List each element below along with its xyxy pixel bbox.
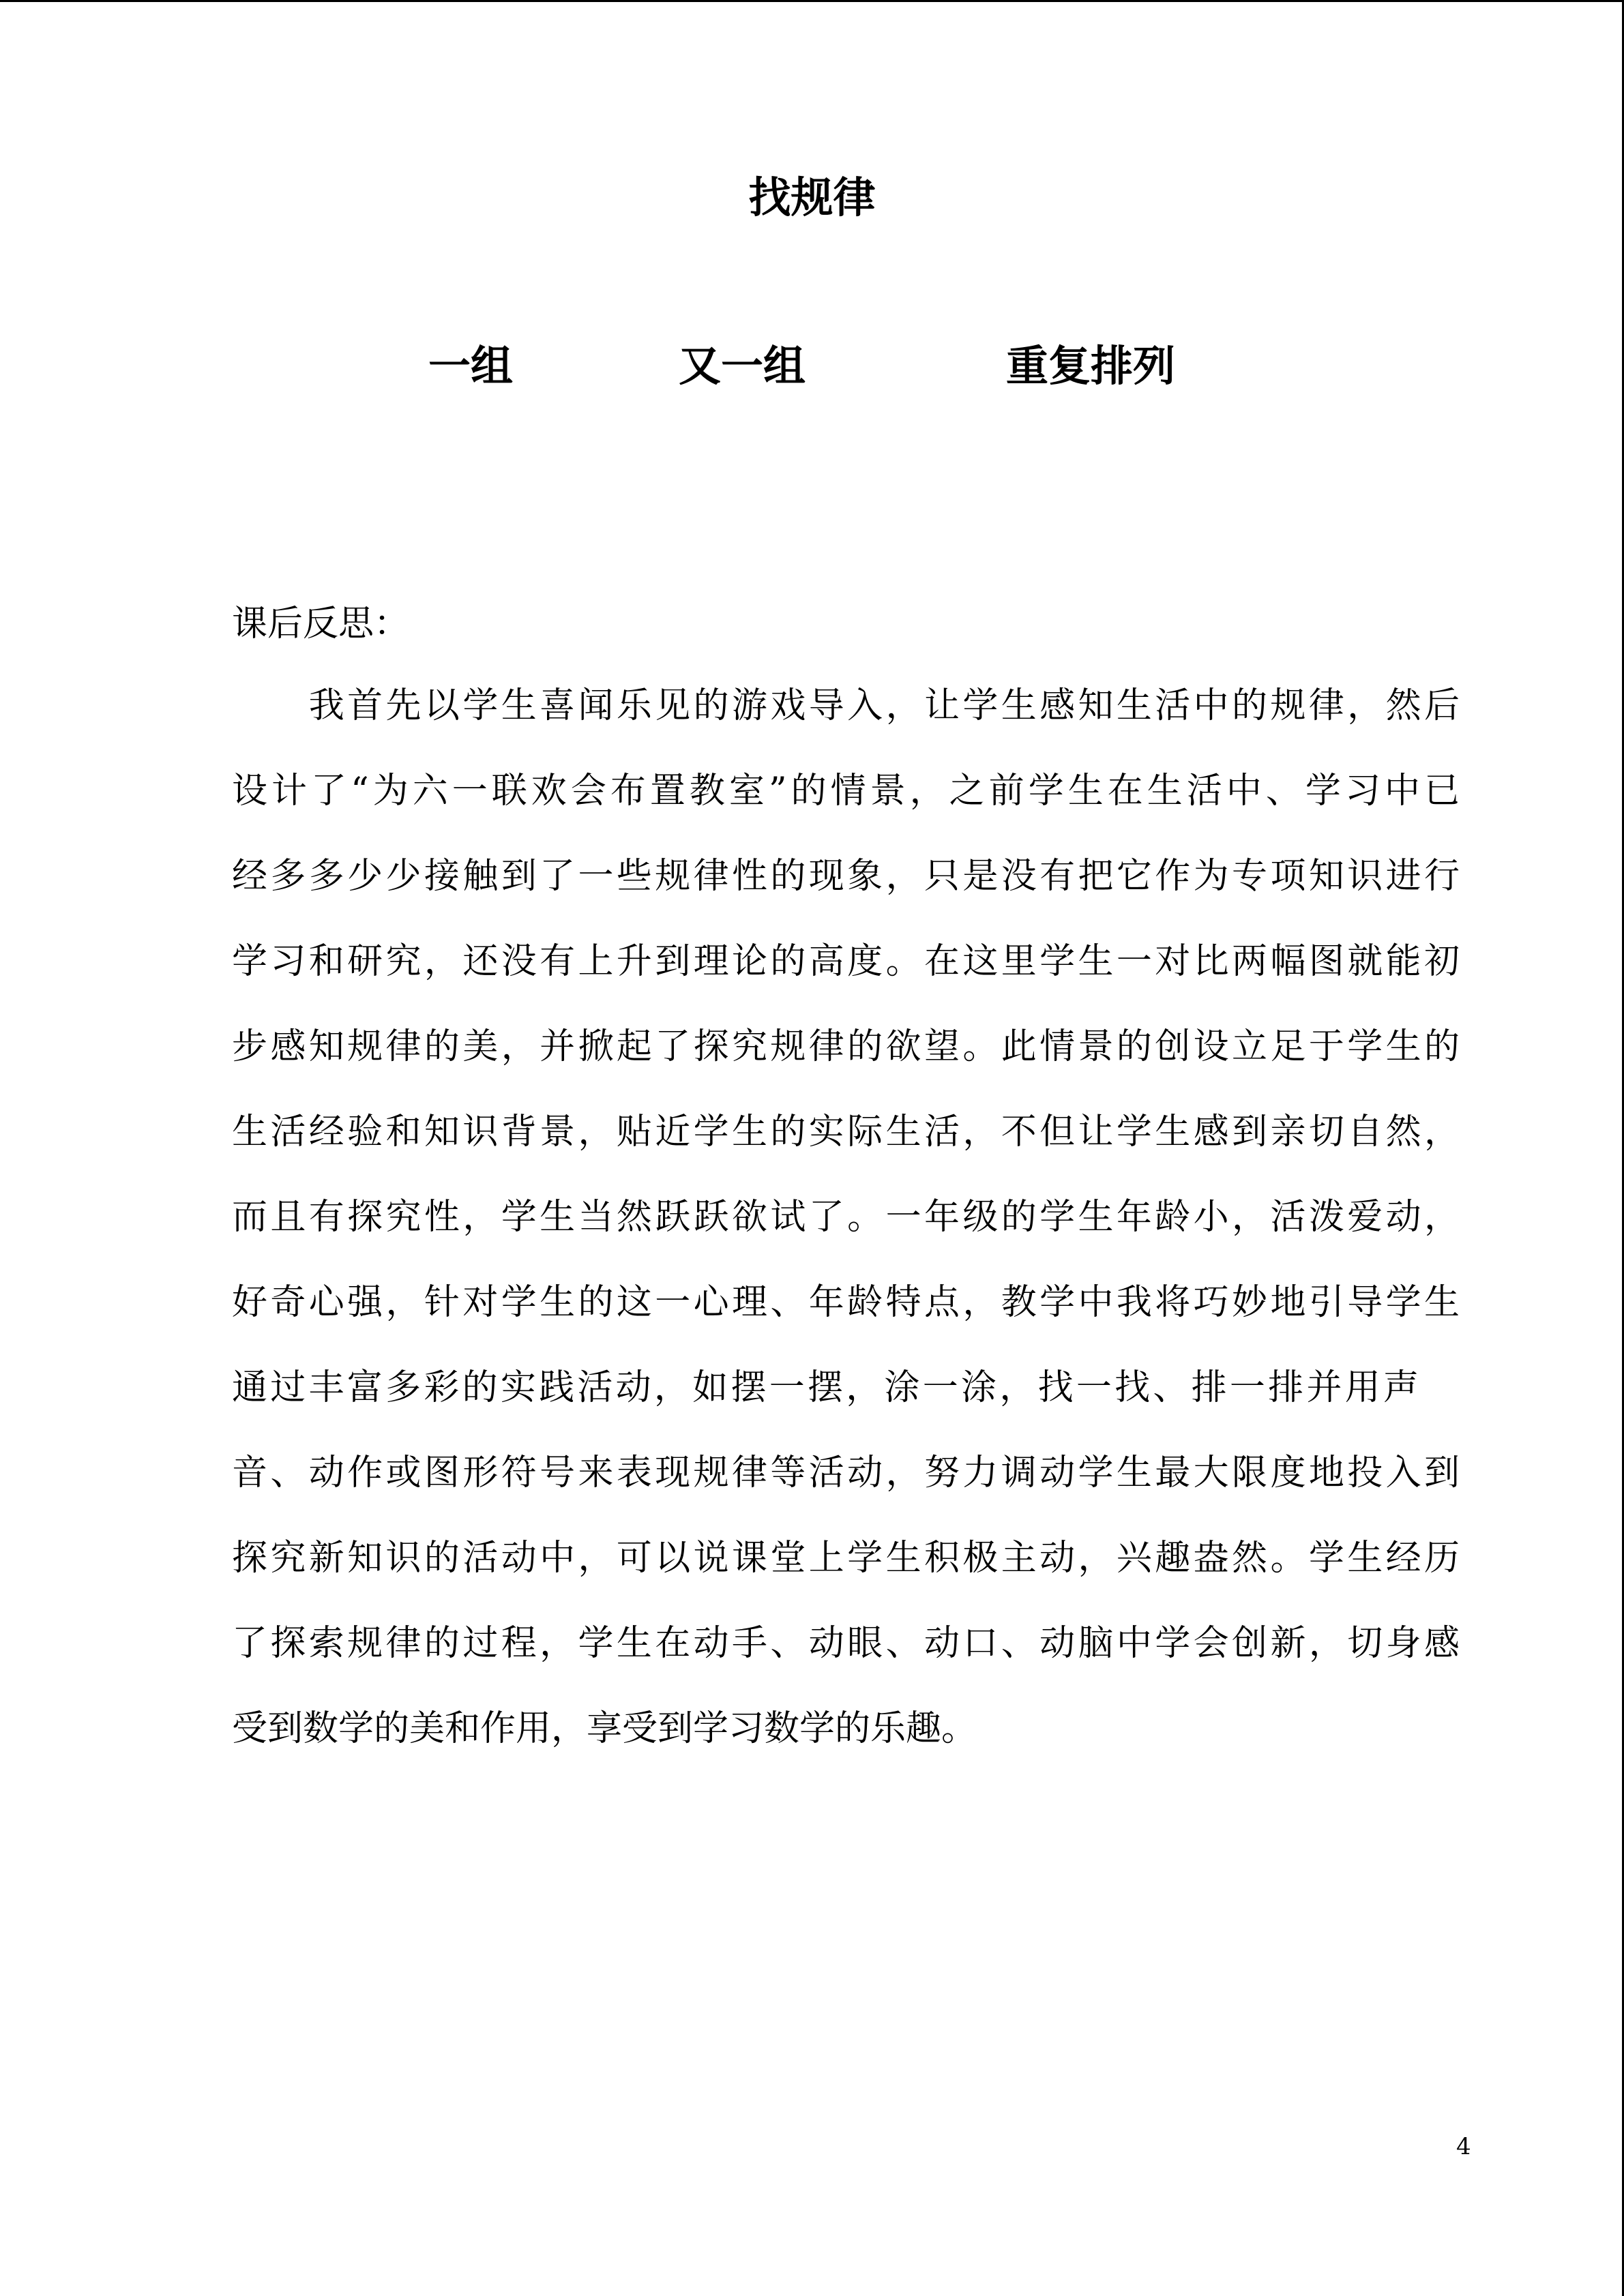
paragraph-line: 学习和研究，还没有上升到理论的高度。在这里学生一对比两幅图就能初: [232, 941, 1460, 982]
paragraph-line: 通过丰富多彩的实践活动，如摆一摆，涂一涂，找一找、排一排并用声: [232, 1367, 1419, 1408]
paragraph-line: 我首先以学生喜闻乐见的游戏导入，让学生感知生活中的规律，然后: [232, 685, 1460, 726]
paragraph-line: 设计了“为六一联欢会布置教室”的情景，之前学生在生活中、学习中已: [232, 771, 1460, 811]
paragraph-line: 好奇心强，针对学生的这一心理、年龄特点，教学中我将巧妙地引导学生: [232, 1282, 1460, 1323]
paragraph-line: 步感知规律的美，并掀起了探究规律的欲望。此情景的创设立足于学生的: [232, 1026, 1460, 1067]
subheading-one-group: 一组: [428, 341, 514, 391]
paragraph-line: 了探索规律的过程，学生在动手、动眼、动口、动脑中学会创新，切身感: [232, 1623, 1460, 1664]
page-border-top: [0, 0, 1624, 2]
paragraph-line: 而且有探究性，学生当然跃跃欲试了。一年级的学生年龄小，活泼爱动，: [232, 1197, 1460, 1238]
section-label-reflection: 课后反思：: [232, 603, 410, 644]
paragraph-line: 生活经验和知识背景，贴近学生的实际生活，不但让学生感到亲切自然，: [232, 1112, 1460, 1152]
subheading-repeat-arrangement: 重复排列: [1006, 341, 1176, 391]
paragraph-line: 受到数学的美和作用，享受到学习数学的乐趣。: [232, 1708, 977, 1749]
page-number: 4: [1456, 2133, 1471, 2160]
paragraph-line: 经多多少少接触到了一些规律性的现象，只是没有把它作为专项知识进行: [232, 856, 1460, 897]
paragraph-line: 探究新知识的活动中，可以说课堂上学生积极主动，兴趣盎然。学生经历: [232, 1538, 1460, 1579]
page-title: 找规律: [748, 173, 876, 222]
paragraph-line: 音、动作或图形符号来表现规律等活动，努力调动学生最大限度地投入到: [232, 1452, 1460, 1493]
subheading-another-group: 又一组: [679, 341, 806, 391]
